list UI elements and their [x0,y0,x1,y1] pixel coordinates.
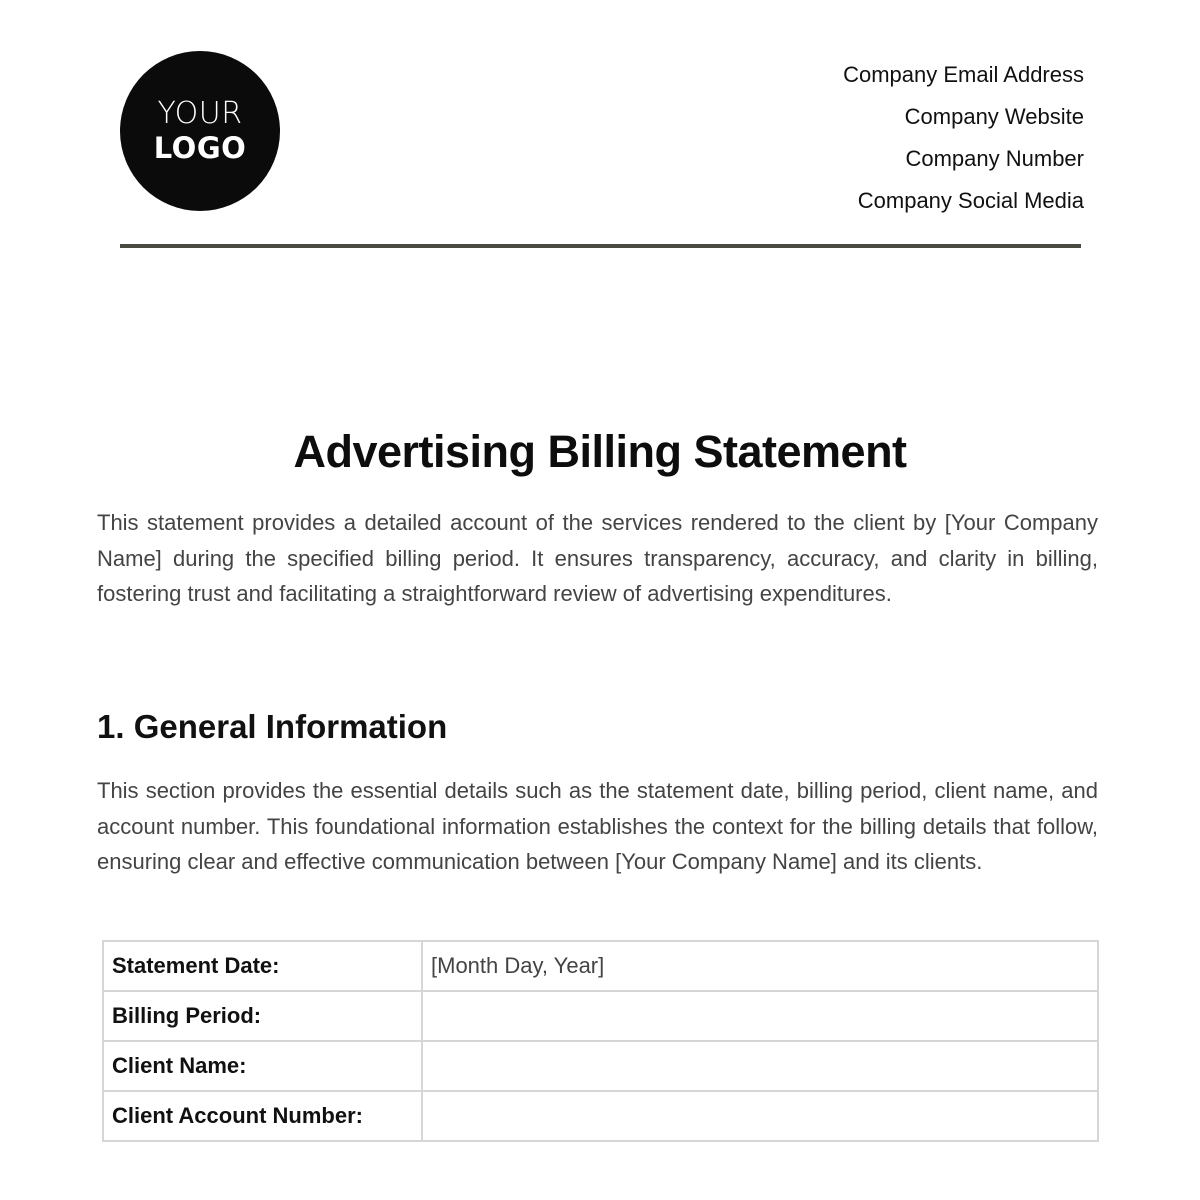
document-title: Advertising Billing Statement [293,426,907,477]
table-row [103,941,1098,991]
logo-text-bottom: LOGO [153,131,247,165]
company-email: Company Email Address [843,62,1084,87]
statement-date-value[interactable]: [Month Day, Year] [422,941,1098,991]
logo-text-top: YOUR [157,96,243,131]
statement-date-label: Statement Date: [103,941,422,991]
client-name-label: Client Name: [103,1041,422,1091]
intro-paragraph: This statement provides a detailed account of the services rendered to the client by [Your Company Name] during the specified billing period. It ensures transparency, accuracy, and clarity in billing, fostering trust and facilitating a straightforward review of advertising expenditures. [97,510,1098,606]
billing-period-label: Billing Period: [103,991,422,1041]
table-row [103,1041,1098,1091]
company-social-media: Company Social Media [857,188,1084,213]
client-name-value[interactable] [422,1041,1098,1091]
header-divider [120,244,1081,248]
client-account-number-value[interactable] [422,1091,1098,1141]
company-number: Company Number [905,146,1084,171]
general-information-table [102,940,1099,1142]
company-logo [120,51,280,211]
client-account-number-label: Client Account Number: [103,1091,422,1141]
company-contact-block [843,54,1084,222]
table-row [103,1091,1098,1141]
billing-period-value[interactable] [422,991,1098,1041]
general-information-paragraph: This section provides the essential details such as the statement date, billing period, client name, and account number. This foundational information establishes the context for the billing details that follow, ensuring clear and effective communication between [Your Company Name] and its clients. [97,778,1098,874]
table-row [103,991,1098,1041]
section-heading-general-information: 1. General Information [97,708,448,745]
company-website: Company Website [904,104,1084,129]
